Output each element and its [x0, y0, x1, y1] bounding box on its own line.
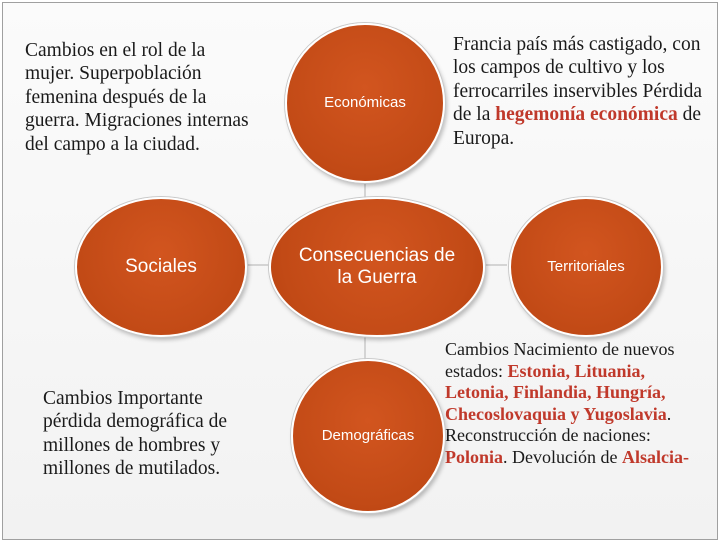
territoriales-text-part-2: . Reconstrucción de naciones:	[445, 403, 672, 446]
territoriales-text-part-3: . Devolución de	[503, 446, 622, 467]
node-sociales-label: Sociales	[125, 256, 197, 278]
sociales-text-content: Cambios en el rol de la mujer. Superpoblación femenina después de la guerra. Migraciones internas del campo a la ciudad.	[25, 40, 249, 155]
node-center[interactable]	[269, 197, 485, 337]
node-sociales[interactable]	[75, 197, 247, 337]
economicas-text	[453, 33, 718, 150]
territoriales-text-part-1: Cambios Nacimiento de nuevos estados:	[445, 339, 675, 381]
territoriales-states: Estonia, Lituania, Letonia, Finlandia, Hungría, Checoslovaquia y Yugoslavia	[445, 360, 667, 424]
demograficas-text-content: Cambios Importante pérdida demográfica de millones de hombres y millones de mutilados.	[43, 388, 228, 480]
sociales-text	[25, 39, 257, 156]
node-demograficas-label: Demográficas	[321, 427, 415, 445]
territoriales-last: Alsalcia-	[621, 446, 689, 467]
node-territoriales-label: Territoriales	[547, 258, 625, 276]
node-economicas[interactable]	[285, 23, 445, 183]
economicas-text-part-2: de Europa.	[453, 104, 702, 149]
territoriales-text	[445, 339, 711, 469]
demograficas-text	[43, 387, 255, 481]
economicas-text-part-1: Francia país más castigado, con los campos de cultivo y los ferrocarriles inservibles Pérdida de la	[453, 34, 703, 126]
node-demograficas[interactable]	[291, 359, 445, 513]
node-territoriales[interactable]	[509, 197, 663, 337]
slide	[2, 2, 718, 540]
territoriales-nation: Polonia	[445, 446, 504, 467]
economicas-text-highlight: hegemonía económica	[495, 104, 678, 126]
node-economicas-label: Económicas	[324, 94, 406, 112]
node-center-label: Consecuencias de la Guerra	[298, 245, 456, 288]
